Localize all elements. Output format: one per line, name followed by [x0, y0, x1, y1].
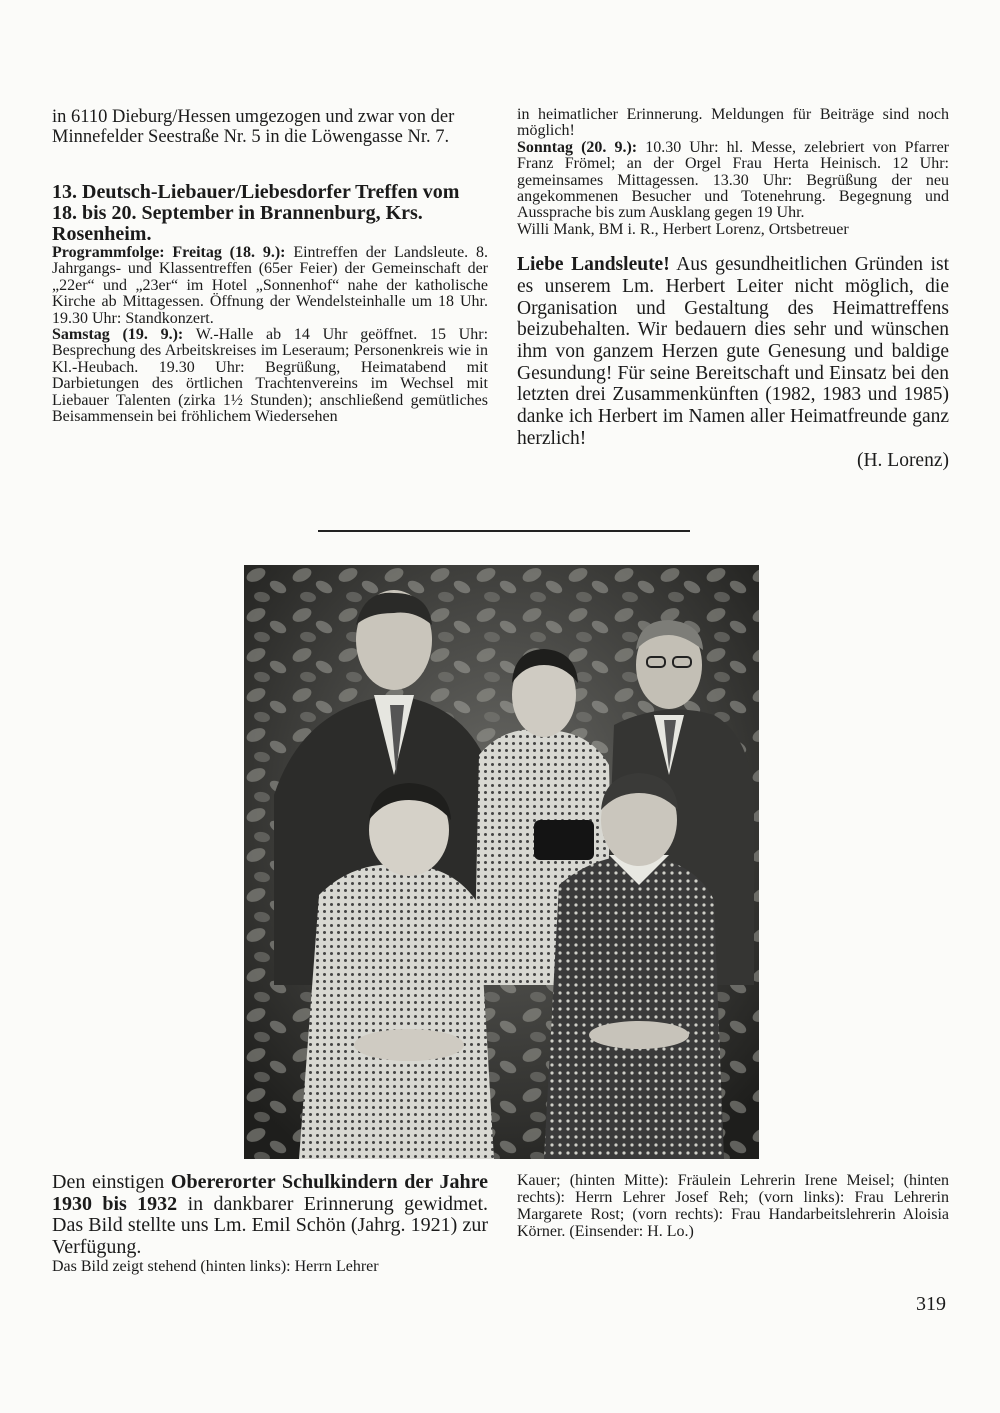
caption-lead-bold: Obererorter Schulkindern der Jahre 1930 bis 1932: [52, 1171, 488, 1215]
sunday-text: 10.30 Uhr: hl. Messe, zelebriert von Pfarrer Franz Frömel; an der Orgel Frau Herta Heinisch. 12 Uhr: gemeinsames Mittagessen. 13.30 Uhr: Begrüßung der neu angekommenen Besucher und Totenehrung. Begegnung und Aussprache bis zum Ausklang gegen 19 Uhr.: [517, 138, 950, 222]
photo-caption-right: [517, 1172, 949, 1240]
sunday-label: Sonntag (20. 9.):: [517, 138, 638, 156]
right-column: [517, 107, 949, 471]
caption-small-right: Kauer; (hinten Mitte): Fräulein Lehrerin Irene Meisel; (hinten rechts): Herrn Lehrer Josef Reh; (vorn links): Frau Lehrerin Margarete Rost; (vorn rechts): Frau Handarbeitslehrerin Aloisia Körner. (Einsender: H. Lo.): [517, 1172, 949, 1240]
page-number: 319: [916, 1293, 946, 1315]
program-continuation: [517, 107, 949, 238]
greeting-paragraph: [517, 254, 949, 471]
greeting-text: Aus gesundheitlichen Gründen ist es unserem Lm. Herbert Leiter nicht möglich, die Organisation und Gestaltung des Heimattreffens beizubehalten. Wir bedauern dies sehr und wünschen ihm von ganzem Herzen gute Genesung und baldige Gesundung! Für seine Bereitschaft und Einsatz bei den letzten drei Zusammenkünften (1982, 1983 und 1985) danke ich Herbert im Namen aller Heimatfreunde ganz herzlich!: [517, 254, 949, 449]
saturday-label: Samstag (19. 9.):: [52, 326, 184, 344]
greeting-label: Liebe Landsleute!: [517, 254, 670, 276]
continuation-text: in heimatlicher Erinnerung. Meldungen für Beiträge sind noch möglich!: [517, 106, 949, 140]
signers-line: Willi Mank, BM i. R., Herbert Lorenz, Ortsbetreuer: [517, 220, 849, 238]
section-divider: [318, 530, 690, 532]
photo-image: [244, 565, 759, 1159]
intro-paragraph: in 6110 Dieburg/Hessen umgezogen und zwar von der Minnefelder Seestraße Nr. 5 in die Löwengasse Nr. 7.: [52, 107, 455, 147]
caption-lead: [52, 1172, 488, 1258]
program-schedule: [52, 245, 488, 425]
caption-lead-prefix: Den einstigen: [52, 1171, 165, 1193]
saturday-schedule: [52, 327, 488, 425]
caption-lead-suffix: in dankbarer Erinnerung gewidmet. Das Bild stellte uns Lm. Emil Schön (Jahrg. 1921) zur Verfügung.: [52, 1192, 488, 1258]
saturday-text: W.-Halle ab 14 Uhr geöffnet. 15 Uhr: Besprechung des Arbeitskreises im Leseraum; Personenkreis wie in Kl.-Heubach. 19.30 Uhr: Begrüßung, Heimatabend mit Darbietungen des örtlichen Trachtenvereins im Wechsel mit Liebauer Talenten (zirka 1½ Stunden); anschließend gemütliches Beisammensein bei fröhlichem Wiedersehen: [52, 326, 489, 426]
group-photograph: [244, 565, 759, 1159]
friday-text: Eintreffen der Landsleute. 8. Jahrgangs- und Klassentreffen (65er Feier) der Gemeinschaft der „22er“ und „23er“ im Hotel „Sonnenhof“ nahe der katholische Kirche ab Mittagessen. Öffnung der Wendelsteinhalle um 18 Uhr. 19.30 Uhr: Standkonzert.: [52, 244, 489, 327]
event-heading: 13. Deutsch-Liebauer/Liebesdorfer Treffen vom 18. bis 20. September in Brannenburg, Krs. Rosenheim.: [52, 181, 460, 245]
friday-label: Programmfolge: Freitag (18. 9.):: [52, 244, 286, 261]
caption-small-left: Das Bild zeigt stehend (hinten links): Herrn Lehrer: [52, 1258, 379, 1275]
friday-schedule: [52, 245, 488, 327]
sunday-schedule: [517, 140, 949, 222]
photo-caption-left: [52, 1172, 488, 1275]
left-column: [52, 107, 488, 425]
signature: (H. Lorenz): [856, 449, 949, 471]
